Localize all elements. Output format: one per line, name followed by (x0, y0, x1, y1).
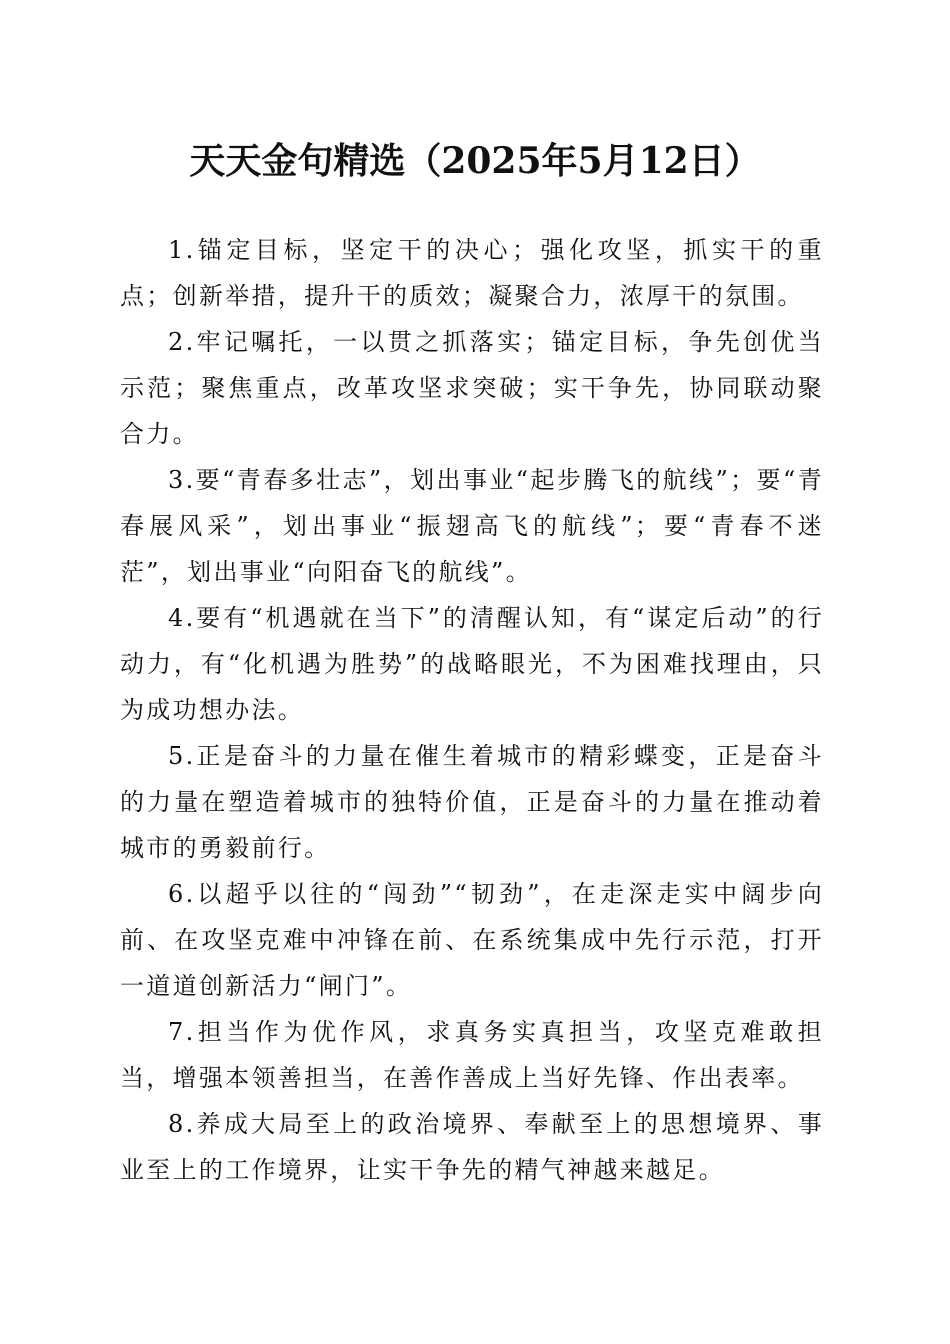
quote-paragraph-5: 5.正是奋斗的力量在催生着城市的精彩蝶变，正是奋斗的力量在塑造着城市的独特价值，正是奋斗的力量在推动着城市的勇毅前行。 (120, 742, 824, 862)
quote-list (120, 227, 824, 1193)
document-title: 天天金句精选（2025年5月12日） (189, 140, 761, 182)
quote-paragraph-7: 7.担当作为优作风，求真务实真担当，攻坚克难敢担当，增强本领善担当，在善作善成上当好先锋、作出表率。 (120, 1018, 824, 1092)
quote-paragraph-1: 1.锚定目标，坚定干的决心；强化攻坚，抓实干的重点；创新举措，提升干的质效；凝聚合力，浓厚干的氛围。 (120, 236, 824, 310)
quote-paragraph-8: 8.养成大局至上的政治境界、奉献至上的思想境界、事业至上的工作境界，让实干争先的精气神越来越足。 (120, 1110, 824, 1184)
quote-paragraph-2: 2.牢记嘱托，一以贯之抓落实；锚定目标，争先创优当示范；聚焦重点，改革攻坚求突破；实干争先，协同联动聚合力。 (120, 328, 824, 448)
quote-paragraph-3: 3.要“青春多壮志”，划出事业“起步腾飞的航线”；要“青春展风采”，划出事业“振翅高飞的航线”；要“青春不迷茫”，划出事业“向阳奋飞的航线”。 (120, 466, 824, 586)
quote-paragraph-6: 6.以超乎以往的“闯劲”“韧劲”，在走深走实中阔步向前、在攻坚克难中冲锋在前、在系统集成中先行示范，打开一道道创新活力“闸门”。 (120, 880, 824, 1000)
quote-paragraph-4: 4.要有“机遇就在当下”的清醒认知，有“谋定后动”的行动力，有“化机遇为胜势”的战略眼光，不为困难找理由，只为成功想办法。 (120, 604, 824, 724)
